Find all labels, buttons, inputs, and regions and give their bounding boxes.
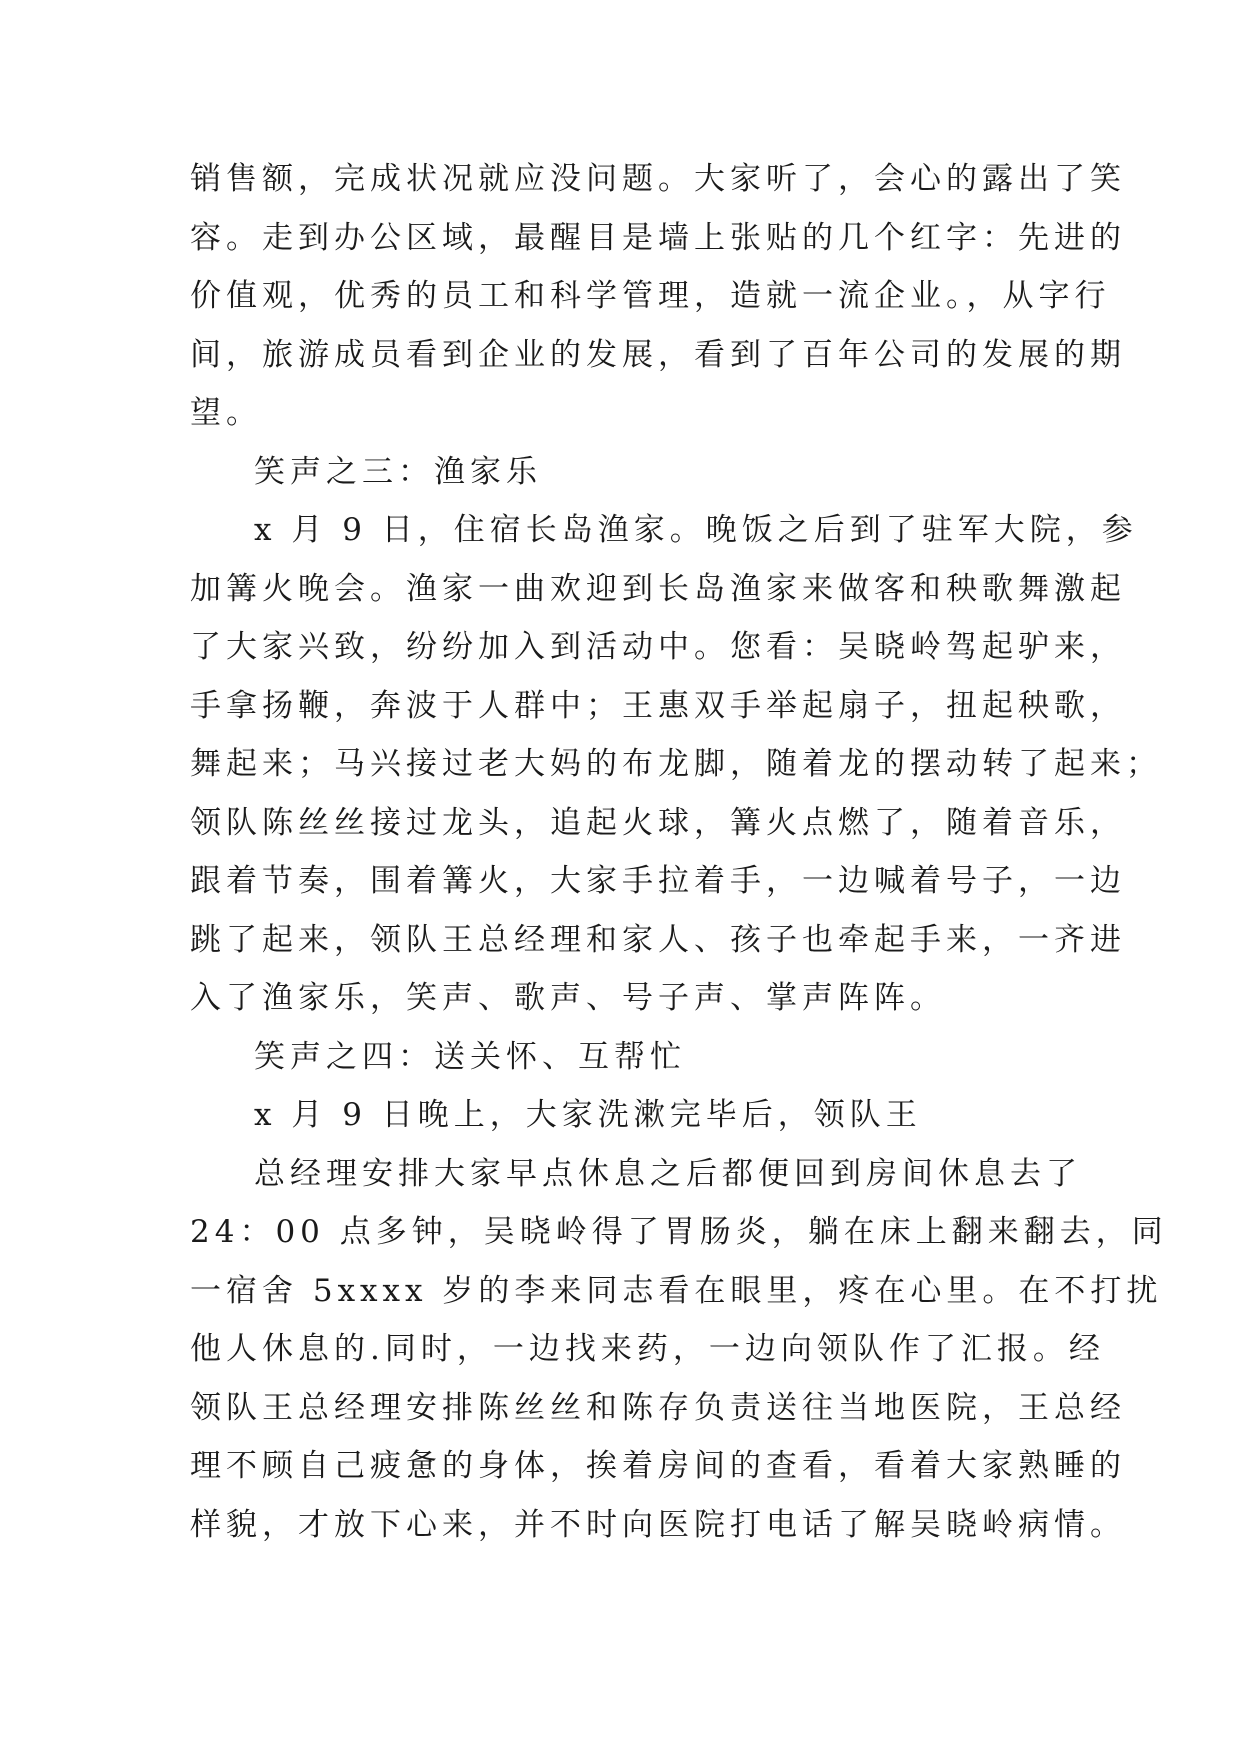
text-line: 一宿舍 5xxxx 岁的李来同志看在眼里，疼在心里。在不打扰 (190, 1272, 1163, 1309)
text-line: 了大家兴致，纷纷加入到活动中。您看：吴晓岭驾起驴来， (190, 629, 1126, 665)
text-line: 他人休息的.同时，一边找来药，一边向领队作了汇报。经 (190, 1331, 1105, 1367)
text-line: 销售额，完成状况就应没问题。大家听了，会心的露出了笑 (190, 161, 1126, 197)
text-line: 24：00 点多钟，吴晓岭得了胃肠炎，躺在床上翻来翻去，同 (190, 1214, 1168, 1250)
text-line: 容。走到办公区域，最醒目是墙上张贴的几个红字：先进的 (190, 219, 1126, 256)
text-line: 跳了起来，领队王总经理和家人、孩子也牵起手来，一齐进 (190, 921, 1126, 958)
body-text (190, 150, 1168, 1554)
text-line: 望。 (190, 395, 262, 431)
text-line: 领队陈丝丝接过龙头，追起火球，篝火点燃了，随着音乐， (190, 804, 1126, 841)
text-line: 样貌，才放下心来，并不时向医院打电话了解吴晓岭病情。 (190, 1506, 1126, 1543)
text-line: 手拿扬鞭，奔波于人群中；王惠双手举起扇子，扭起秧歌， (190, 687, 1126, 724)
text-line: 领队王总经理安排陈丝丝和陈存负责送往当地医院，王总经 (190, 1389, 1126, 1426)
text-line: 笑声之三：渔家乐 (254, 453, 542, 490)
text-line: x 月 9 日晚上，大家洗漱完毕后，领队王 (254, 1097, 922, 1133)
text-line: 舞起来；马兴接过老大妈的布龙脚，随着龙的摆动转了起来； (190, 746, 1162, 782)
text-line: 总经理安排大家早点休息之后都便回到房间休息去了 (254, 1155, 1082, 1192)
text-line: 理不顾自己疲惫的身体，挨着房间的查看，看着大家熟睡的 (190, 1448, 1126, 1484)
text-line: 入了渔家乐，笑声、歌声、号子声、掌声阵阵。 (190, 980, 946, 1016)
text-line: 价值观，优秀的员工和科学管理，造就一流企业。，从字行 (190, 278, 1111, 314)
text-line: 跟着节奏，围着篝火，大家手拉着手，一边喊着号子，一边 (190, 863, 1126, 899)
text-line: 加篝火晚会。渔家一曲欢迎到长岛渔家来做客和秧歌舞激起 (190, 570, 1126, 607)
text-line: 间，旅游成员看到企业的发展，看到了百年公司的发展的期 (190, 336, 1126, 373)
text-line: 笑声之四：送关怀、互帮忙 (254, 1038, 686, 1075)
text-line: x 月 9 日，住宿长岛渔家。晚饭之后到了驻军大院，参 (254, 512, 1138, 548)
